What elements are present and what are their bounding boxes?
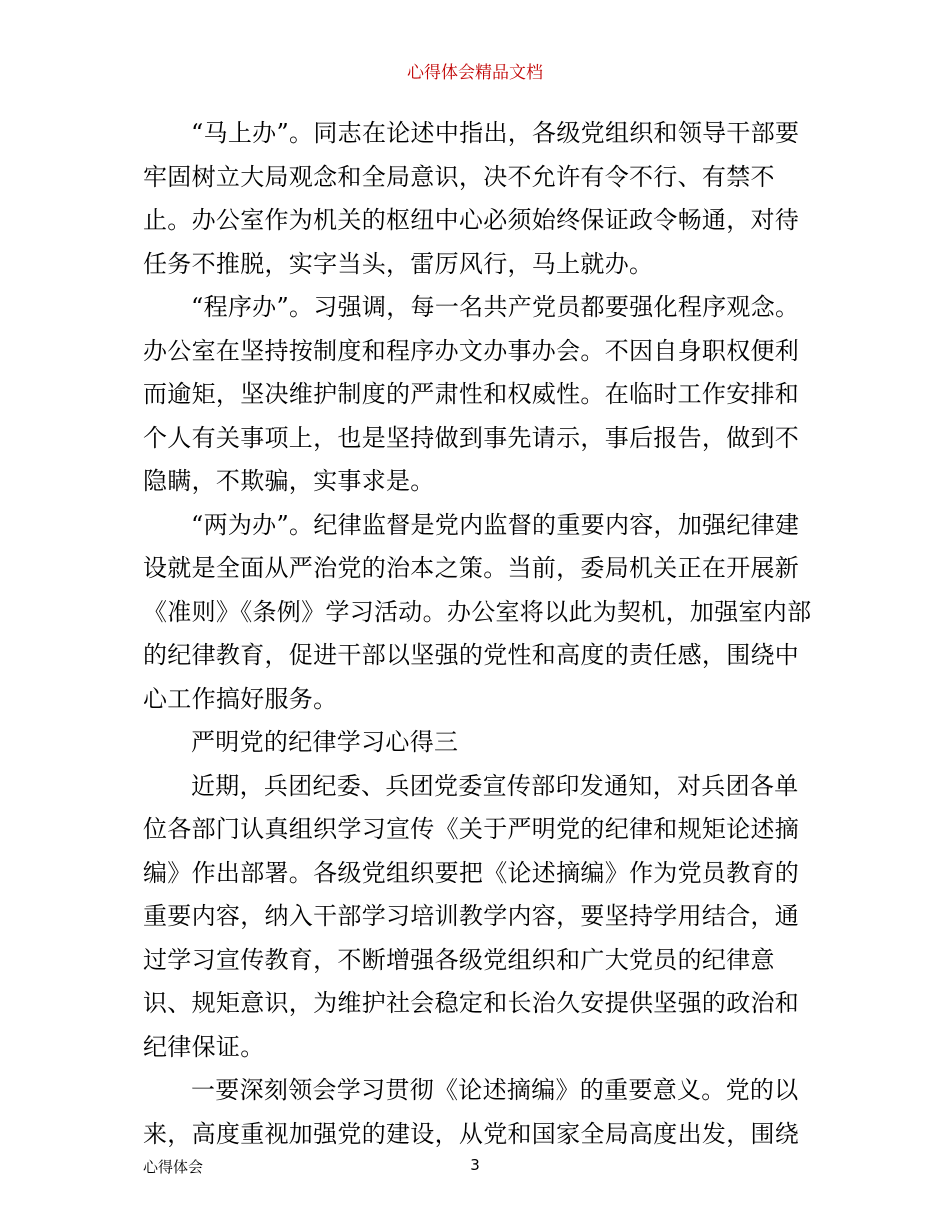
paragraph-ma-shang-ban: “马上办”。同志在论述中指出，各级党组织和领导干部要牢固树立大局观念和全局意识，决不允许有令不行、有禁不止。办公室作为机关的枢纽中心必须始终保证政令畅通，对待任务不推脱，实字当头，雷厉风行，马上就办。 [143, 119, 800, 278]
paragraph-notice: 近期，兵团纪委、兵团党委宣传部印发通知，对兵团各单位各部门认真组织学习宣传《关于严明党的纪律和规矩论述摘编》作出部署。各级党组织要把《论述摘编》作为党员教育的重要内容，纳入干部学习培训教学内容，要坚持学用结合，通过学习宣传教育，不断增强各级党组织和广大党员的纪律意识、规矩意识，为维护社会稳定和长治久安提供坚强的政治和纪律保证。 [143, 771, 800, 1061]
paragraph-cheng-xu-ban: “程序办”。习强调，每一名共产党员都要强化程序观念。办公室在坚持按制度和程序办文办事办会。不因自身职权便利而逾矩，坚决维护制度的严肃性和权威性。在临时工作安排和个人有关事项上，也是坚持做到事先请示，事后报告，做到不隐瞒，不欺骗，实事求是。 [143, 293, 800, 495]
document-body [143, 112, 815, 1156]
page-number: 3 [470, 1156, 480, 1174]
paragraph-liang-wei-ban: “两为办”。纪律监督是党内监督的重要内容，加强纪律建设就是全面从严治党的治本之策。当前，委局机关正在开展新《准则》《条例》学习活动。办公室将以此为契机，加强室内部的纪律教育，促进干部以坚强的党性和高度的责任感，围绕中心工作搞好服务。 [143, 510, 812, 713]
paragraph-significance: 一要深刻领会学习贯彻《论述摘编》的重要意义。党的以来，高度重视加强党的建设，从党和国家全局高度出发，围绕 [143, 1076, 800, 1148]
page-header-title: 心得体会精品文档 [407, 63, 543, 83]
section-heading: 严明党的纪律学习心得三 [191, 728, 459, 756]
footer-label: 心得体会 [143, 1158, 204, 1176]
